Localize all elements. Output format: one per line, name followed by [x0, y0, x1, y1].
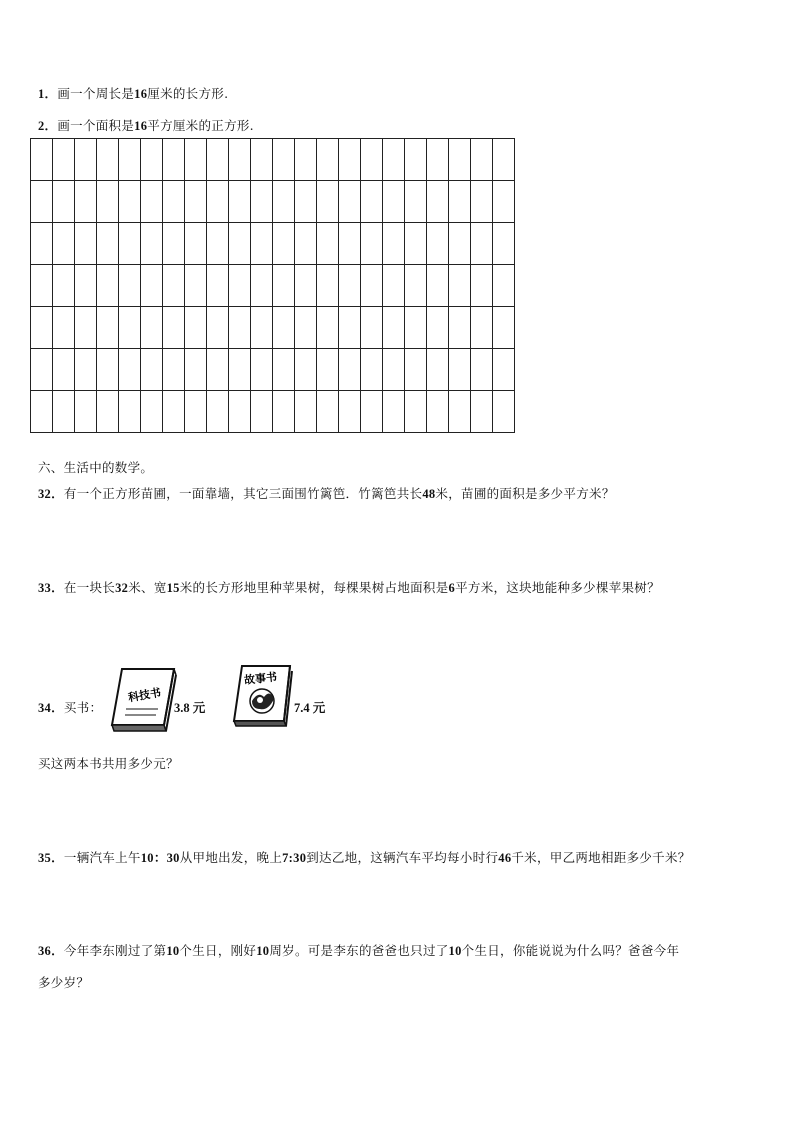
grid-cell[interactable]: [471, 391, 493, 433]
grid-cell[interactable]: [97, 265, 119, 307]
question-36: [38, 941, 679, 959]
grid-cell[interactable]: [163, 223, 185, 265]
question-number: 36．: [38, 944, 64, 958]
value: 48: [422, 487, 436, 501]
value: 16: [134, 119, 148, 133]
grid-cell[interactable]: [449, 139, 471, 181]
grid-cell[interactable]: [31, 265, 53, 307]
grid-cell[interactable]: [75, 349, 97, 391]
question-text: 千米，甲乙两地相距多少千米？: [511, 850, 691, 865]
grid-cell[interactable]: [119, 181, 141, 223]
grid-cell[interactable]: [449, 349, 471, 391]
grid-cell[interactable]: [163, 349, 185, 391]
grid-cell[interactable]: [251, 307, 273, 349]
grid-cell[interactable]: [119, 265, 141, 307]
grid-cell[interactable]: [119, 307, 141, 349]
grid-cell[interactable]: [405, 391, 427, 433]
grid-cell[interactable]: [493, 139, 515, 181]
grid-cell[interactable]: [53, 139, 75, 181]
grid-cell[interactable]: [405, 265, 427, 307]
grid-cell[interactable]: [141, 139, 163, 181]
question-text: 今年李东刚过了第: [63, 943, 167, 958]
question-text: 一辆汽车上午: [63, 850, 141, 865]
grid-cell[interactable]: [207, 307, 229, 349]
grid-cell[interactable]: [97, 139, 119, 181]
grid-cell[interactable]: [207, 223, 229, 265]
grid-cell[interactable]: [339, 265, 361, 307]
grid-cell[interactable]: [471, 349, 493, 391]
question-text: 从甲地出发，晚上: [179, 850, 283, 865]
grid-cell[interactable]: [493, 181, 515, 223]
value: 46: [498, 851, 512, 865]
grid-cell[interactable]: [75, 307, 97, 349]
grid-cell[interactable]: [31, 349, 53, 391]
grid-cell[interactable]: [427, 139, 449, 181]
grid-cell[interactable]: [383, 139, 405, 181]
grid-cell[interactable]: [317, 307, 339, 349]
grid-cell[interactable]: [273, 223, 295, 265]
grid-cell[interactable]: [295, 307, 317, 349]
grid-cell[interactable]: [339, 139, 361, 181]
grid-cell[interactable]: [361, 265, 383, 307]
grid-cell[interactable]: [207, 265, 229, 307]
grid-cell[interactable]: [97, 181, 119, 223]
grid-cell[interactable]: [493, 265, 515, 307]
grid-cell[interactable]: [317, 349, 339, 391]
grid-cell[interactable]: [185, 139, 207, 181]
grid-cell[interactable]: [31, 391, 53, 433]
grid-cell[interactable]: [317, 139, 339, 181]
grid-cell[interactable]: [75, 265, 97, 307]
grid-cell[interactable]: [185, 349, 207, 391]
question-text: 米、宽: [128, 580, 167, 595]
grid-cell[interactable]: [471, 307, 493, 349]
section-title: 六、生活中的数学。: [38, 460, 154, 475]
grid-cell[interactable]: [361, 223, 383, 265]
story-book-icon: [232, 663, 294, 729]
question-text: 画一个周长是: [57, 86, 135, 101]
grid-cell[interactable]: [449, 181, 471, 223]
grid-cell[interactable]: [141, 391, 163, 433]
question-2: [38, 116, 254, 134]
grid-cell[interactable]: [141, 349, 163, 391]
grid-cell[interactable]: [229, 391, 251, 433]
value: 10: [448, 944, 462, 958]
question-1: [38, 84, 228, 102]
question-text: 厘米的长方形.: [147, 86, 229, 101]
grid-cell[interactable]: [383, 349, 405, 391]
grid-cell[interactable]: [427, 265, 449, 307]
grid-cell[interactable]: [229, 181, 251, 223]
grid-cell[interactable]: [361, 307, 383, 349]
grid-cell[interactable]: [449, 307, 471, 349]
question-number: 32．: [38, 487, 64, 501]
grid-cell[interactable]: [273, 307, 295, 349]
question-text: 在一块长: [63, 580, 116, 595]
grid-cell[interactable]: [383, 181, 405, 223]
grid-cell[interactable]: [31, 139, 53, 181]
grid-cell[interactable]: [229, 265, 251, 307]
grid-cell[interactable]: [251, 139, 273, 181]
book-cover-text: 故事书: [243, 670, 278, 687]
grid-cell[interactable]: [251, 181, 273, 223]
grid-cell[interactable]: [97, 307, 119, 349]
grid-cell[interactable]: [317, 223, 339, 265]
grid-cell[interactable]: [427, 181, 449, 223]
grid-cell[interactable]: [273, 181, 295, 223]
grid-cell[interactable]: [53, 307, 75, 349]
grid-cell[interactable]: [405, 349, 427, 391]
grid-cell[interactable]: [295, 223, 317, 265]
grid-cell[interactable]: [185, 307, 207, 349]
question-text: 米，苗圃的面积是多少平方米？: [435, 486, 615, 501]
grid-cell[interactable]: [185, 181, 207, 223]
grid-cell[interactable]: [97, 391, 119, 433]
grid-cell[interactable]: [229, 139, 251, 181]
grid-cell[interactable]: [229, 223, 251, 265]
question-text: 平方厘米的正方形.: [147, 118, 254, 133]
grid-cell[interactable]: [471, 139, 493, 181]
time-value: 7:30: [282, 851, 307, 865]
grid-cell[interactable]: [471, 181, 493, 223]
grid-cell[interactable]: [119, 391, 141, 433]
value: 10: [256, 944, 270, 958]
grid-cell[interactable]: [339, 391, 361, 433]
grid-cell[interactable]: [119, 139, 141, 181]
question-32: [38, 484, 615, 502]
grid-cell[interactable]: [361, 181, 383, 223]
grid-cell[interactable]: [163, 181, 185, 223]
grid-cell[interactable]: [471, 265, 493, 307]
grid-cell[interactable]: [339, 223, 361, 265]
grid-cell[interactable]: [427, 349, 449, 391]
grid-cell[interactable]: [229, 307, 251, 349]
question-text: 米的长方形地里种苹果树，每棵果树占地面积是: [179, 580, 449, 595]
grid-cell[interactable]: [317, 181, 339, 223]
grid-cell[interactable]: [493, 223, 515, 265]
question-36-line2: 多少岁？: [38, 975, 90, 990]
grid-cell[interactable]: [119, 223, 141, 265]
grid-cell[interactable]: [273, 265, 295, 307]
grid-cell[interactable]: [163, 307, 185, 349]
grid-cell[interactable]: [383, 265, 405, 307]
grid-cell[interactable]: [251, 391, 273, 433]
grid-cell[interactable]: [207, 349, 229, 391]
science-book-icon: [110, 665, 180, 735]
grid-cell[interactable]: [207, 391, 229, 433]
grid-cell[interactable]: [31, 181, 53, 223]
question-text: 个生日，刚好: [179, 943, 257, 958]
question-text: 买书：: [63, 700, 103, 715]
grid-cell[interactable]: [493, 349, 515, 391]
grid-cell[interactable]: [119, 349, 141, 391]
grid-cell[interactable]: [449, 223, 471, 265]
question-33: [38, 578, 660, 596]
value: 16: [134, 87, 148, 101]
grid-cell[interactable]: [405, 139, 427, 181]
question-number: 33．: [38, 581, 64, 595]
time-value: 10：30: [140, 851, 180, 865]
grid-cell[interactable]: [251, 265, 273, 307]
grid-cell[interactable]: [207, 181, 229, 223]
grid-cell[interactable]: [427, 391, 449, 433]
question-text: 画一个面积是: [57, 118, 135, 133]
grid-cell[interactable]: [163, 265, 185, 307]
grid-cell[interactable]: [361, 349, 383, 391]
grid-cell[interactable]: [185, 223, 207, 265]
grid-cell[interactable]: [295, 181, 317, 223]
grid-cell[interactable]: [31, 307, 53, 349]
grid-cell[interactable]: [295, 139, 317, 181]
grid-cell[interactable]: [75, 181, 97, 223]
grid-cell[interactable]: [53, 265, 75, 307]
grid-cell[interactable]: [339, 349, 361, 391]
grid-cell[interactable]: [141, 181, 163, 223]
grid-cell[interactable]: [141, 265, 163, 307]
value: 15: [166, 581, 180, 595]
grid-cell[interactable]: [273, 139, 295, 181]
grid-cell[interactable]: [361, 139, 383, 181]
grid-cell[interactable]: [493, 307, 515, 349]
grid-cell[interactable]: [53, 391, 75, 433]
grid-cell[interactable]: [295, 349, 317, 391]
grid-cell[interactable]: [427, 307, 449, 349]
book2-price: 7.4 元: [294, 701, 326, 715]
grid-cell[interactable]: [383, 307, 405, 349]
grid-cell[interactable]: [207, 139, 229, 181]
grid-cell[interactable]: [317, 391, 339, 433]
value: 6: [448, 581, 456, 595]
grid-cell[interactable]: [405, 307, 427, 349]
grid-cell[interactable]: [31, 223, 53, 265]
question-text: 到达乙地，这辆汽车平均每小时行: [306, 850, 499, 865]
question-text: 有一个正方形苗圃，一面靠墙，其它三面围竹篱笆．竹篱笆共长: [63, 486, 423, 501]
grid-cell[interactable]: [493, 391, 515, 433]
grid-cell[interactable]: [97, 349, 119, 391]
question-number: 1．: [38, 87, 58, 101]
grid-cell[interactable]: [251, 223, 273, 265]
grid-cell[interactable]: [383, 391, 405, 433]
drawing-grid[interactable]: [30, 138, 515, 433]
grid-cell[interactable]: [361, 391, 383, 433]
grid-cell[interactable]: [295, 391, 317, 433]
question-text: 个生日，你能说说为什么吗？爸爸今年: [461, 943, 680, 958]
grid-cell[interactable]: [449, 265, 471, 307]
question-number: 34．: [38, 701, 64, 715]
grid-cell[interactable]: [295, 265, 317, 307]
value: 10: [166, 944, 180, 958]
grid-cell[interactable]: [53, 349, 75, 391]
grid-cell[interactable]: [75, 223, 97, 265]
question-text: 周岁。可是李东的爸爸也只过了: [269, 943, 449, 958]
grid-cell[interactable]: [273, 391, 295, 433]
question-text: 平方米，这块地能种多少棵苹果树？: [455, 580, 660, 595]
grid-cell[interactable]: [339, 307, 361, 349]
question-35: [38, 848, 691, 866]
grid-cell[interactable]: [141, 307, 163, 349]
book1-price: 3.8 元: [174, 701, 206, 715]
question-number: 2．: [38, 119, 58, 133]
grid-cell[interactable]: [229, 349, 251, 391]
grid-cell[interactable]: [163, 391, 185, 433]
question-34: [38, 698, 102, 716]
grid-cell[interactable]: [163, 139, 185, 181]
grid-cell[interactable]: [427, 223, 449, 265]
grid-cell[interactable]: [405, 223, 427, 265]
book-cover-text: 科技书: [127, 685, 162, 705]
question-number: 35．: [38, 851, 64, 865]
grid-cell[interactable]: [405, 181, 427, 223]
grid-cell[interactable]: [273, 349, 295, 391]
grid-cell[interactable]: [185, 391, 207, 433]
grid-cell[interactable]: [383, 223, 405, 265]
grid-cell[interactable]: [53, 181, 75, 223]
grid-cell[interactable]: [75, 391, 97, 433]
grid-cell[interactable]: [141, 223, 163, 265]
grid-cell[interactable]: [97, 223, 119, 265]
grid-cell[interactable]: [339, 181, 361, 223]
grid-cell[interactable]: [449, 391, 471, 433]
grid-cell[interactable]: [53, 223, 75, 265]
grid-cell[interactable]: [75, 139, 97, 181]
value: 32: [115, 581, 129, 595]
grid-cell[interactable]: [251, 349, 273, 391]
grid-cell[interactable]: [317, 265, 339, 307]
grid-cell[interactable]: [185, 265, 207, 307]
question-34-prompt: 买这两本书共用多少元？: [38, 756, 179, 771]
grid-cell[interactable]: [471, 223, 493, 265]
